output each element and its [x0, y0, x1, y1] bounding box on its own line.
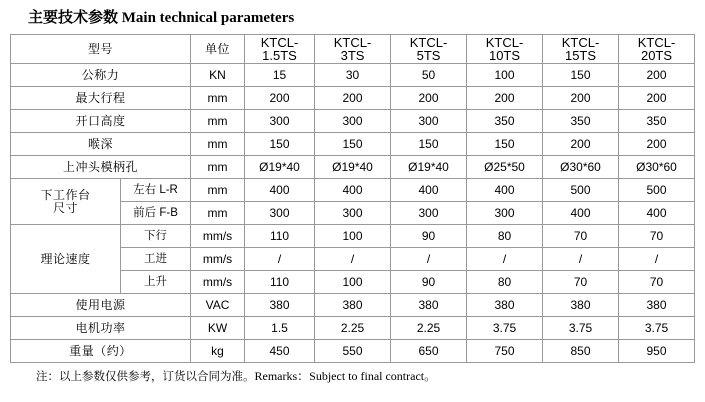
- header-model-3-line1: KTCL-: [409, 35, 448, 50]
- row-value: 200: [315, 87, 391, 110]
- row-value: 380: [391, 294, 467, 317]
- table-row-worktable-lr: [11, 179, 695, 202]
- row-value: 380: [245, 294, 315, 317]
- header-model-4-line2: 10TS: [488, 48, 521, 63]
- row-value: Ø19*40: [391, 156, 467, 179]
- row-value: Ø30*60: [619, 156, 695, 179]
- table-header-row: [11, 35, 695, 64]
- row-unit: mm: [191, 87, 245, 110]
- header-model-2-line2: 3TS: [340, 48, 365, 63]
- table-row: [11, 156, 695, 179]
- row-value: 150: [391, 133, 467, 156]
- row-value: 550: [315, 340, 391, 363]
- row-value: 150: [245, 133, 315, 156]
- row-value: 3.75: [467, 317, 543, 340]
- row-value: /: [619, 248, 695, 271]
- row-value: 2.25: [391, 317, 467, 340]
- row-value: 380: [315, 294, 391, 317]
- row-value: 150: [315, 133, 391, 156]
- row-label: 电机功率: [11, 317, 191, 340]
- row-value: 400: [245, 179, 315, 202]
- row-value: 400: [619, 202, 695, 225]
- header-model-5-line2: 15TS: [564, 48, 597, 63]
- row-value: 300: [315, 110, 391, 133]
- row-value: 500: [619, 179, 695, 202]
- row-value: 300: [315, 202, 391, 225]
- row-value: 110: [245, 271, 315, 294]
- row-label: 喉深: [11, 133, 191, 156]
- row-unit: kg: [191, 340, 245, 363]
- table-row: [11, 110, 695, 133]
- header-model-2: [315, 35, 391, 64]
- row-value: 450: [245, 340, 315, 363]
- table-row-speed-down: [11, 225, 695, 248]
- table-row: [11, 317, 695, 340]
- row-unit: mm/s: [191, 271, 245, 294]
- header-model-1-line1: KTCL-: [260, 35, 299, 50]
- header-model-2-line1: KTCL-: [333, 35, 372, 50]
- worktable-group-label: [11, 179, 121, 225]
- row-value: 200: [245, 87, 315, 110]
- row-label: 公称力: [11, 64, 191, 87]
- row-value: 350: [543, 110, 619, 133]
- row-sublabel: 工进: [121, 248, 191, 271]
- header-model-3: [391, 35, 467, 64]
- row-value: 200: [543, 133, 619, 156]
- row-value: 100: [467, 64, 543, 87]
- row-value: /: [315, 248, 391, 271]
- row-value: Ø19*40: [245, 156, 315, 179]
- row-label: 重量（约）: [11, 340, 191, 363]
- row-unit: VAC: [191, 294, 245, 317]
- row-value: 850: [543, 340, 619, 363]
- row-value: 400: [543, 202, 619, 225]
- row-value: 70: [619, 225, 695, 248]
- row-value: 100: [315, 271, 391, 294]
- row-value: 70: [543, 225, 619, 248]
- header-model-1-line2: 1.5TS: [262, 48, 297, 63]
- row-unit: mm: [191, 156, 245, 179]
- header-model-6: [619, 35, 695, 64]
- row-value: 3.75: [543, 317, 619, 340]
- row-label: 使用电源: [11, 294, 191, 317]
- technical-parameters-table: [10, 34, 695, 363]
- table-row: [11, 133, 695, 156]
- row-value: 300: [391, 202, 467, 225]
- header-model-3-line2: 5TS: [416, 48, 441, 63]
- row-unit: mm/s: [191, 248, 245, 271]
- row-sublabel: 下行: [121, 225, 191, 248]
- footnote: [36, 368, 695, 385]
- row-value: 380: [467, 294, 543, 317]
- speed-group-label: 理论速度: [11, 225, 121, 294]
- row-value: 380: [543, 294, 619, 317]
- header-model-4: [467, 35, 543, 64]
- row-value: 90: [391, 271, 467, 294]
- row-value: /: [391, 248, 467, 271]
- row-value: 950: [619, 340, 695, 363]
- row-value: 3.75: [619, 317, 695, 340]
- footnote-en: Remarks：Subject to final contract。: [254, 369, 437, 383]
- row-value: Ø25*50: [467, 156, 543, 179]
- row-value: Ø30*60: [543, 156, 619, 179]
- row-value: 30: [315, 64, 391, 87]
- row-value: 400: [391, 179, 467, 202]
- row-value: 15: [245, 64, 315, 87]
- row-value: 650: [391, 340, 467, 363]
- row-value: 80: [467, 225, 543, 248]
- worktable-group-label-line2: 尺寸: [52, 200, 78, 215]
- row-value: 300: [245, 110, 315, 133]
- row-unit: mm: [191, 110, 245, 133]
- row-value: 2.25: [315, 317, 391, 340]
- row-sublabel: 左右 L-R: [121, 179, 191, 202]
- table-row: [11, 87, 695, 110]
- row-value: 300: [245, 202, 315, 225]
- row-value: Ø19*40: [315, 156, 391, 179]
- row-value: 300: [467, 202, 543, 225]
- row-value: 150: [543, 64, 619, 87]
- row-value: 350: [619, 110, 695, 133]
- row-value: 350: [467, 110, 543, 133]
- row-value: 200: [619, 64, 695, 87]
- row-value: 200: [467, 87, 543, 110]
- header-unit: 单位: [191, 35, 245, 64]
- row-value: 50: [391, 64, 467, 87]
- header-model-6-line2: 20TS: [640, 48, 673, 63]
- row-value: 500: [543, 179, 619, 202]
- row-unit: mm: [191, 202, 245, 225]
- row-unit: mm: [191, 133, 245, 156]
- row-value: 200: [619, 87, 695, 110]
- row-value: 70: [619, 271, 695, 294]
- row-value: 150: [467, 133, 543, 156]
- table-row: [11, 64, 695, 87]
- header-model-6-line1: KTCL-: [637, 35, 676, 50]
- row-sublabel: 上升: [121, 271, 191, 294]
- page-title: 主要技术参数 Main technical parameters: [28, 10, 295, 26]
- row-unit: mm: [191, 179, 245, 202]
- row-value: 200: [391, 87, 467, 110]
- row-value: 1.5: [245, 317, 315, 340]
- row-label: 开口高度: [11, 110, 191, 133]
- row-value: 400: [467, 179, 543, 202]
- row-unit: KW: [191, 317, 245, 340]
- row-value: /: [467, 248, 543, 271]
- header-model-5: [543, 35, 619, 64]
- header-model-1: [245, 35, 315, 64]
- row-value: 90: [391, 225, 467, 248]
- row-value: 70: [543, 271, 619, 294]
- table-row: [11, 294, 695, 317]
- header-model-5-line1: KTCL-: [561, 35, 600, 50]
- header-param: 型号: [11, 35, 191, 64]
- row-value: 300: [391, 110, 467, 133]
- row-unit: KN: [191, 64, 245, 87]
- row-value: 200: [543, 87, 619, 110]
- worktable-group-label-line1: 下工作台: [40, 187, 91, 202]
- row-value: /: [543, 248, 619, 271]
- row-value: 200: [619, 133, 695, 156]
- row-value: 750: [467, 340, 543, 363]
- row-unit: mm/s: [191, 225, 245, 248]
- row-value: /: [245, 248, 315, 271]
- header-model-4-line1: KTCL-: [485, 35, 524, 50]
- row-label: 最大行程: [11, 87, 191, 110]
- row-value: 80: [467, 271, 543, 294]
- row-value: 400: [315, 179, 391, 202]
- row-sublabel: 前后 F-B: [121, 202, 191, 225]
- row-value: 100: [315, 225, 391, 248]
- row-value: 380: [619, 294, 695, 317]
- footnote-cn: 注：以上参数仅供参考，订货以合同为准。: [36, 371, 255, 383]
- row-value: 110: [245, 225, 315, 248]
- table-row: [11, 340, 695, 363]
- row-label: 上冲头模柄孔: [11, 156, 191, 179]
